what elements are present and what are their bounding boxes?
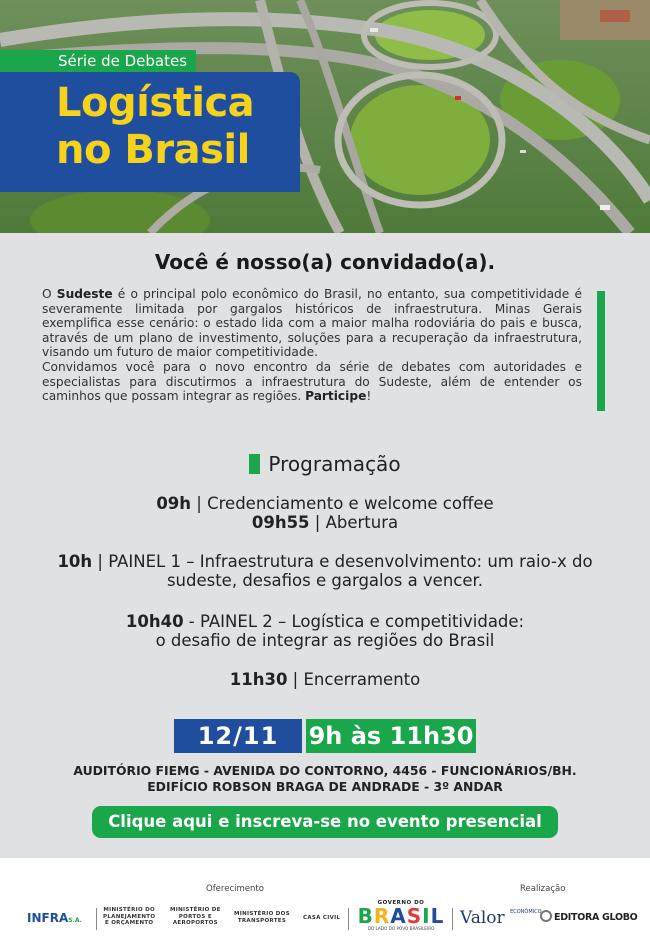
ministerio-transportes-logo: MINISTÉRIO DOS TRANSPORTES bbox=[234, 911, 290, 924]
event-time: 9h às 11h30 bbox=[306, 719, 476, 753]
address-line2: EDIFÍCIO ROBSON BRAGA DE ANDRADE - 3º ANDAR bbox=[147, 779, 503, 794]
divider bbox=[452, 908, 453, 930]
green-square-icon bbox=[249, 454, 260, 474]
hero-banner bbox=[0, 0, 650, 233]
intro-paragraph-2: Convidamos você para o novo encontro da série de debates com autoridades e especialistas para discutirmos a infraestrutura do Sudeste, além de entender os caminhos que possam integrar as regiões. Participe! bbox=[42, 359, 582, 404]
schedule-item: 10h40 - PAINEL 2 – Logística e competitividade: o desafio de integrar as regiões do Brasil bbox=[125, 612, 525, 650]
valor-economico-logo: Valor $^{ECONÔMICO}$ bbox=[460, 908, 542, 928]
ministerio-planejamento-logo: MINISTÉRIO DO PLANEJAMENTO E ORÇAMENTO bbox=[103, 907, 156, 927]
divider bbox=[348, 908, 349, 930]
divider bbox=[96, 908, 97, 930]
highlight-sudeste: Sudeste bbox=[56, 287, 113, 301]
date-time-row bbox=[0, 719, 650, 753]
title-box bbox=[0, 72, 300, 192]
infra-sa-logo: INFRAS.A. bbox=[27, 911, 82, 925]
invite-heading: Você é nosso(a) convidado(a). bbox=[154, 250, 496, 274]
intro-text bbox=[42, 287, 582, 404]
series-tag: Série de Debates bbox=[0, 50, 196, 72]
event-date: 12/11 bbox=[174, 719, 302, 753]
schedule-item: 11h30 | Encerramento bbox=[229, 670, 421, 689]
realizacao-label: Realização bbox=[520, 884, 566, 894]
register-button[interactable]: Clique aqui e inscreva-se no evento presencial bbox=[92, 806, 558, 838]
governo-brasil-logo: GOVERNO DO BRASIL DO LADO DO POVO BRASILEIRO bbox=[357, 900, 445, 931]
globo-icon bbox=[540, 910, 552, 922]
intro-paragraph-1: O Sudeste é o principal polo econômico do Brasil, no entanto, sua competitividade é severamente limitada por gargalos históricos de infraestrutura. Minas Gerais exemplifica esse cenário: o estado lida com a maior malha rodoviária do pais e busca, através de um plano de investimento, soluções para a recuperação da infraestrutura, visando um futuro de maior competitividade. bbox=[42, 287, 582, 360]
casa-civil-logo: CASA CIVIL bbox=[303, 915, 341, 921]
schedule-item: 09h | Credenciamento e welcome coffee bbox=[156, 494, 494, 513]
event-title-line2: no Brasil bbox=[56, 127, 250, 173]
highlight-participe: Participe bbox=[305, 389, 367, 404]
ministerio-portos-logo: MINISTÉRIO DE PORTOS E AEROPORTOS bbox=[170, 907, 221, 927]
editora-globo-logo: EDITORA GLOBO bbox=[540, 910, 637, 923]
schedule-item: 10h | PAINEL 1 – Infraestrutura e desenvolvimento: um raio-x do sudeste, desafios e gargalos a vencer. bbox=[57, 552, 593, 590]
programacao-heading: Programação bbox=[0, 452, 650, 476]
schedule-item: 09h55 | Abertura bbox=[251, 513, 399, 532]
accent-bar bbox=[597, 291, 605, 411]
event-title-line1: Logística bbox=[56, 80, 255, 126]
sponsors-footer bbox=[0, 858, 650, 937]
oferecimento-label: Oferecimento bbox=[206, 884, 264, 894]
address-line1: AUDITÓRIO FIEMG - AVENIDA DO CONTORNO, 4456 - FUNCIONÁRIOS/BH. bbox=[73, 763, 577, 778]
